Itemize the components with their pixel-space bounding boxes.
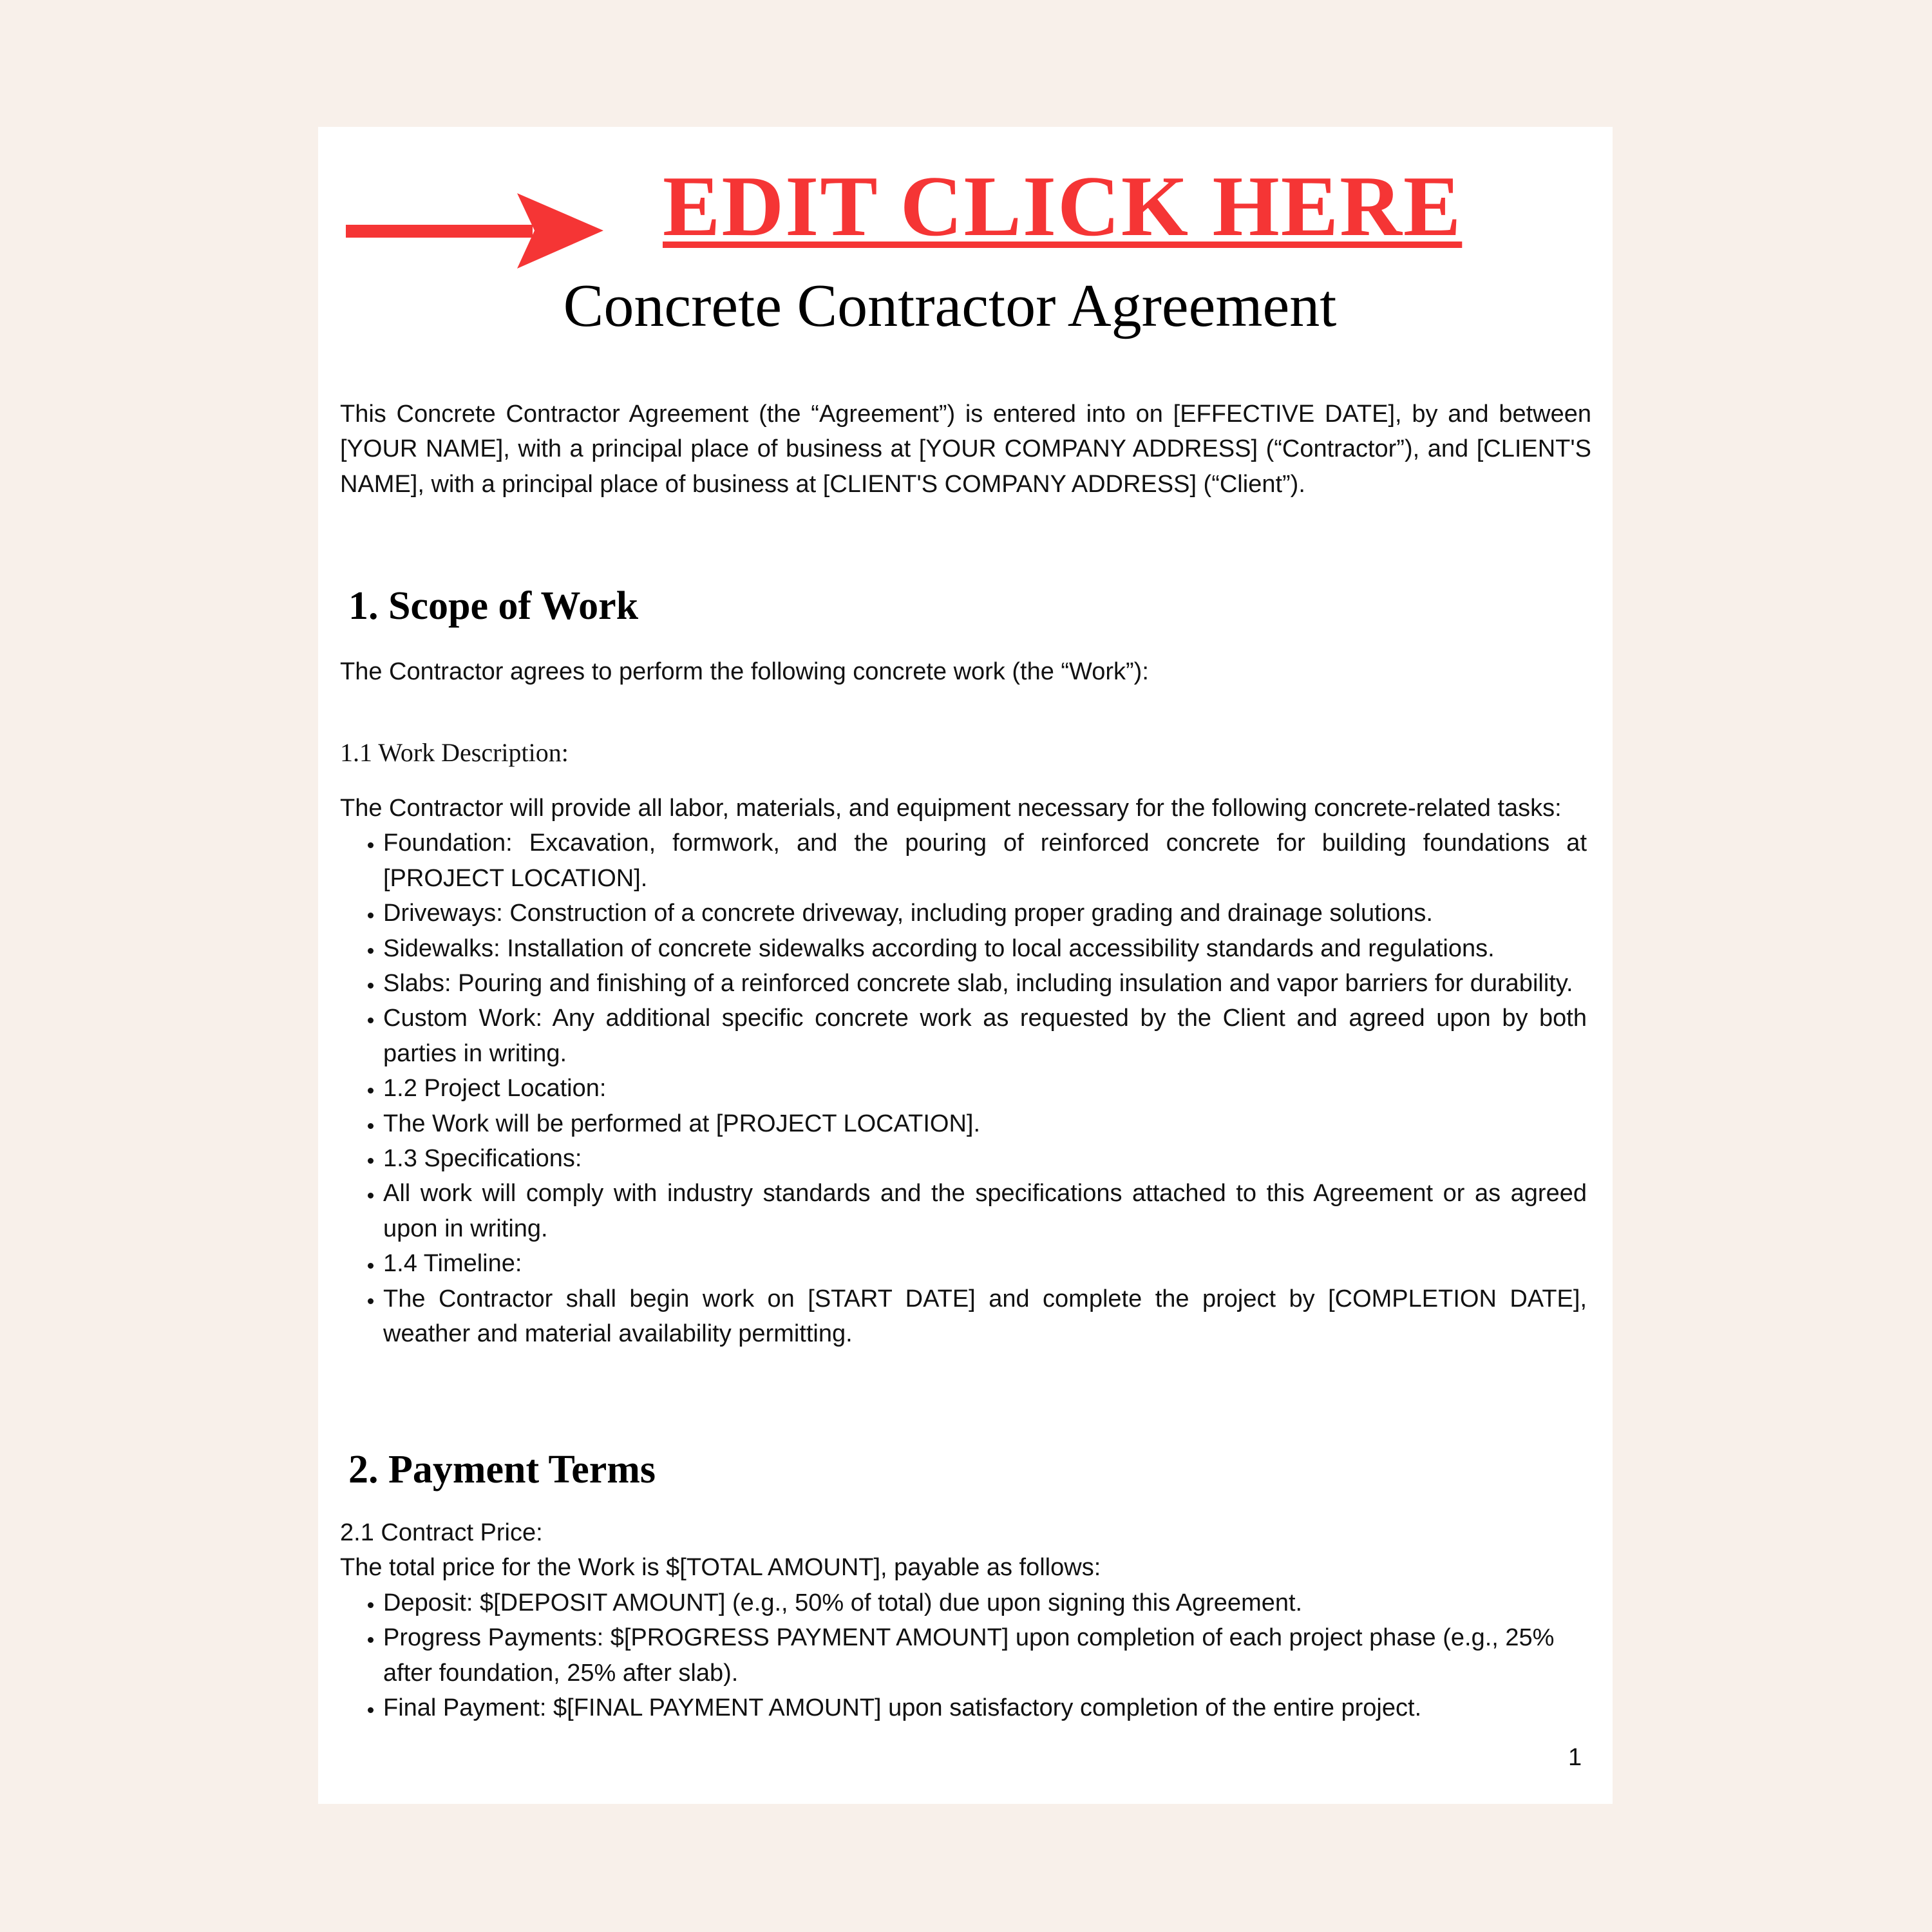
list-item: • All work will comply with industry standards and the specifications attached to this Agreement or as agreed upon in writing. <box>383 1176 1587 1246</box>
list-item: • Custom Work: Any additional specific concrete work as requested by the Client and agreed upon by both parties in writing. <box>383 1001 1587 1071</box>
list-item: • The Work will be performed at [PROJECT LOCATION]. <box>383 1106 1587 1141</box>
subheading-contract-price: 2.1 Contract Price: <box>340 1519 543 1546</box>
section-heading-payment: 2. Payment Terms <box>348 1448 656 1492</box>
document-title: Concrete Contractor Agreement <box>563 272 1337 339</box>
section-heading-scope: 1. Scope of Work <box>348 584 639 628</box>
scope-body <box>340 791 1587 1352</box>
subheading-work-description: 1.1 Work Description: <box>340 738 569 767</box>
list-item: • Final Payment: $[FINAL PAYMENT AMOUNT] upon satisfactory completion of the entire project. <box>383 1690 1587 1725</box>
work-list <box>340 826 1587 1351</box>
list-item: • Slabs: Pouring and finishing of a reinforced concrete slab, including insulation and vapor barriers for durability. <box>383 966 1587 1001</box>
list-item: • 1.4 Timeline: <box>383 1246 1587 1281</box>
list-item: • 1.2 Project Location: <box>383 1071 1587 1106</box>
payment-lead: The total price for the Work is $[TOTAL AMOUNT], payable as follows: <box>340 1554 1101 1582</box>
list-item: • 1.3 Specifications: <box>383 1141 1587 1176</box>
arrow-right-icon <box>341 191 612 271</box>
work-description-paragraph: The Contractor will provide all labor, materials, and equipment necessary for the following concrete-related tasks: <box>340 795 1562 822</box>
list-item: • Sidewalks: Installation of concrete sidewalks according to local accessibility standards and regulations. <box>383 931 1587 966</box>
intro-paragraph: This Concrete Contractor Agreement (the “Agreement”) is entered into on [EFFECTIVE DATE], by and between [YOUR NAME], with a principal place of business at [YOUR COMPANY ADDRESS] (“Contractor”), and [CLIENT'S NAME], with a principal place of business at [CLIENT'S COMPANY ADDRESS] (“Client”). <box>340 401 1591 498</box>
edit-click-here-link[interactable]: EDIT CLICK HERE <box>663 158 1463 254</box>
list-item: • Foundation: Excavation, formwork, and the pouring of reinforced concrete for building foundations at [PROJECT LOCATION]. <box>383 826 1587 896</box>
payment-list <box>340 1586 1587 1726</box>
list-item: • Progress Payments: $[PROGRESS PAYMENT AMOUNT] upon completion of each project phase (e.g., 25% after foundation, 25% after slab). <box>383 1620 1587 1690</box>
page-number: 1 <box>1568 1744 1582 1771</box>
payment-body <box>340 1515 1587 1725</box>
list-item: • Driveways: Construction of a concrete driveway, including proper grading and drainage solutions. <box>383 896 1587 931</box>
list-item: • The Contractor shall begin work on [START DATE] and complete the project by [COMPLETION DATE], weather and material availability permitting. <box>383 1282 1587 1352</box>
scope-lead: The Contractor agrees to perform the following concrete work (the “Work”): <box>340 658 1149 685</box>
list-item: • Deposit: $[DEPOSIT AMOUNT] (e.g., 50% of total) due upon signing this Agreement. <box>383 1586 1587 1620</box>
